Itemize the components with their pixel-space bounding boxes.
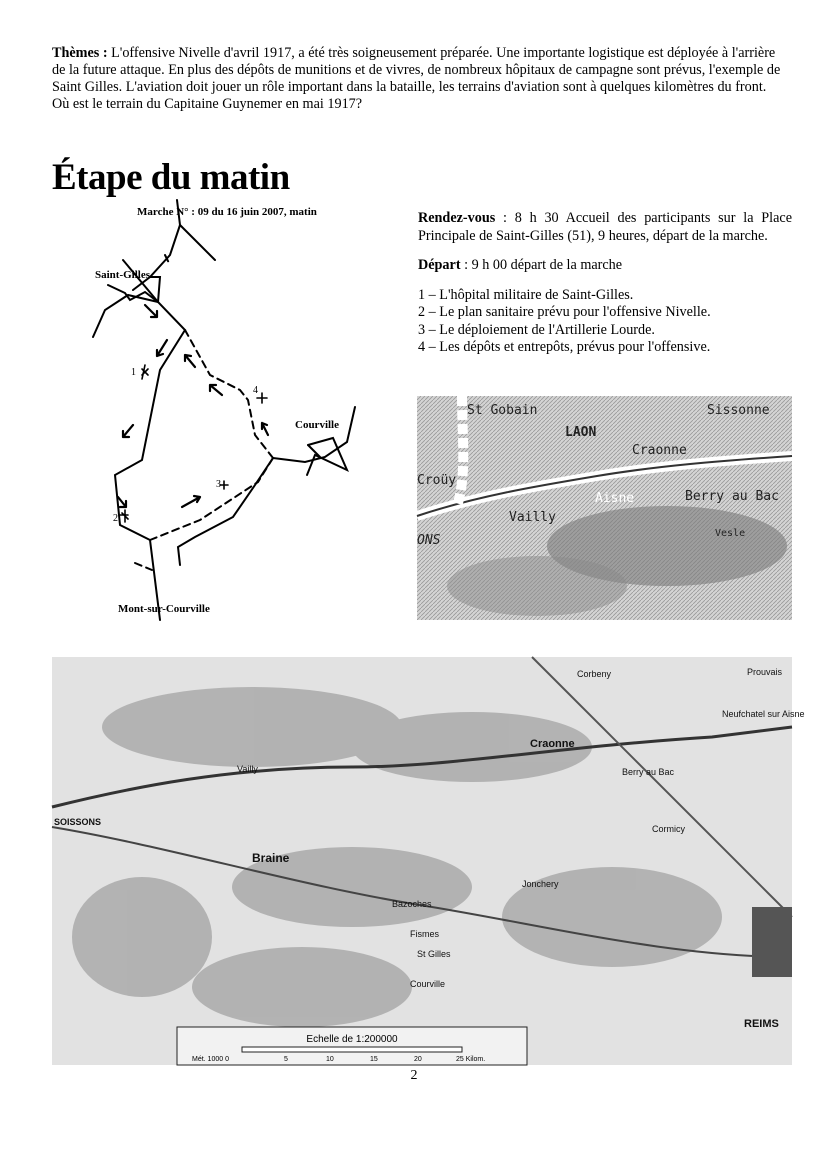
route-sketch-map [70,195,390,625]
scale-tick: 25 Kilom. [456,1056,486,1063]
rendezvous-text: : 8 h 30 Accueil des participants sur la Place Principale de Saint-Gilles (51), 9 heures, départ de la marche. [418,210,792,244]
place-saint-gilles: Saint-Gilles [95,269,151,281]
scale-tick: 5 [284,1056,288,1063]
historic-map-aisne [417,396,792,620]
map-label: Cormicy [652,824,685,834]
themes-label: Thèmes : [52,45,108,61]
map-label: LAON [565,425,597,440]
map-label: Vailly [509,510,556,525]
map-label: Neufchatel sur Aisne [722,709,805,719]
depart-paragraph [418,257,792,275]
map-label: St Gilles [417,949,451,959]
stop-item: 1 – L'hôpital militaire de Saint-Gilles. [418,286,634,303]
map-label: Bazoches [392,899,432,909]
map-label: Craonne [530,738,575,750]
scale-tick: 20 [414,1056,422,1063]
scale-tick: 10 [326,1056,334,1063]
place-courville: Courville [295,419,339,431]
map-label: Berry au Bac [622,767,675,777]
scale-tick: 15 [370,1056,378,1063]
scale-tick: Mét. 1000 0 [192,1056,229,1063]
intro-paragraph [52,45,782,113]
map-label: ONS [417,533,441,548]
point-4: 4 [253,385,258,396]
map-label: Fismes [410,929,439,939]
rendezvous-label: Rendez-vous [418,210,496,226]
map-label: Braine [252,851,290,865]
map-label: Craonne [632,443,687,458]
depart-label: Départ [418,257,461,273]
point-3: 3 [216,479,221,490]
place-mont-sur-courville: Mont-sur-Courville [118,603,210,615]
point-2: 2 [113,513,118,524]
map-label: Corbeny [577,669,612,679]
map-label: REIMS [744,1018,779,1030]
map-label: Prouvais [747,667,783,677]
stop-item: 2 – Le plan sanitaire prévu pour l'offensive Nivelle. [418,304,711,320]
map-label: Sissonne [707,403,770,418]
rendezvous-paragraph [418,210,792,245]
stops-list [418,287,792,357]
point-1: 1 [131,367,136,378]
stop-item: 3 – Le déploiement de l'Artillerie Lourde. [418,321,655,338]
map-label: Aisne [595,491,635,506]
question-text: Où est le terrain du Capitaine Guynemer en mai 1917? [52,96,363,112]
historic-map-region [52,657,805,1065]
map-label: Berry au Bac [685,489,779,504]
page-title: Étape du matin [52,157,290,198]
schedule-column [418,210,792,357]
themes-text: L'offensive Nivelle d'avril 1917, a été très soigneusement préparée. Une importante logistique est déployée à l'arrière de la future attaque. En plus des dépôts de munitions et de vivres, de nombreux hôpitaux de campagne sont prévus, l'exemple de Saint Gilles. L'aviation doit jouer un rôle important dans la bataille, les terrains d'aviation sont à quelques kilomètres du front. [52,45,781,95]
map-scale-bar [177,1027,527,1065]
map-label: SOISSONS [54,817,102,827]
map-label: Vesle [715,528,746,539]
map-label: Jonchery [522,879,559,889]
scale-label: Echelle de 1:200000 [306,1034,398,1045]
stop-item: 4 – Les dépôts et entrepôts, prévus pour l'offensive. [418,339,711,355]
page-number: 2 [410,1068,418,1083]
sketch-caption: Marche N° : 09 du 16 juin 2007, matin [137,206,317,218]
map-label: Croüy [417,473,457,488]
map-label: St Gobain [467,403,538,418]
depart-text: : 9 h 00 départ de la marche [460,257,623,273]
map-label: Vailly [237,764,258,774]
map-label: Courville [410,979,446,989]
